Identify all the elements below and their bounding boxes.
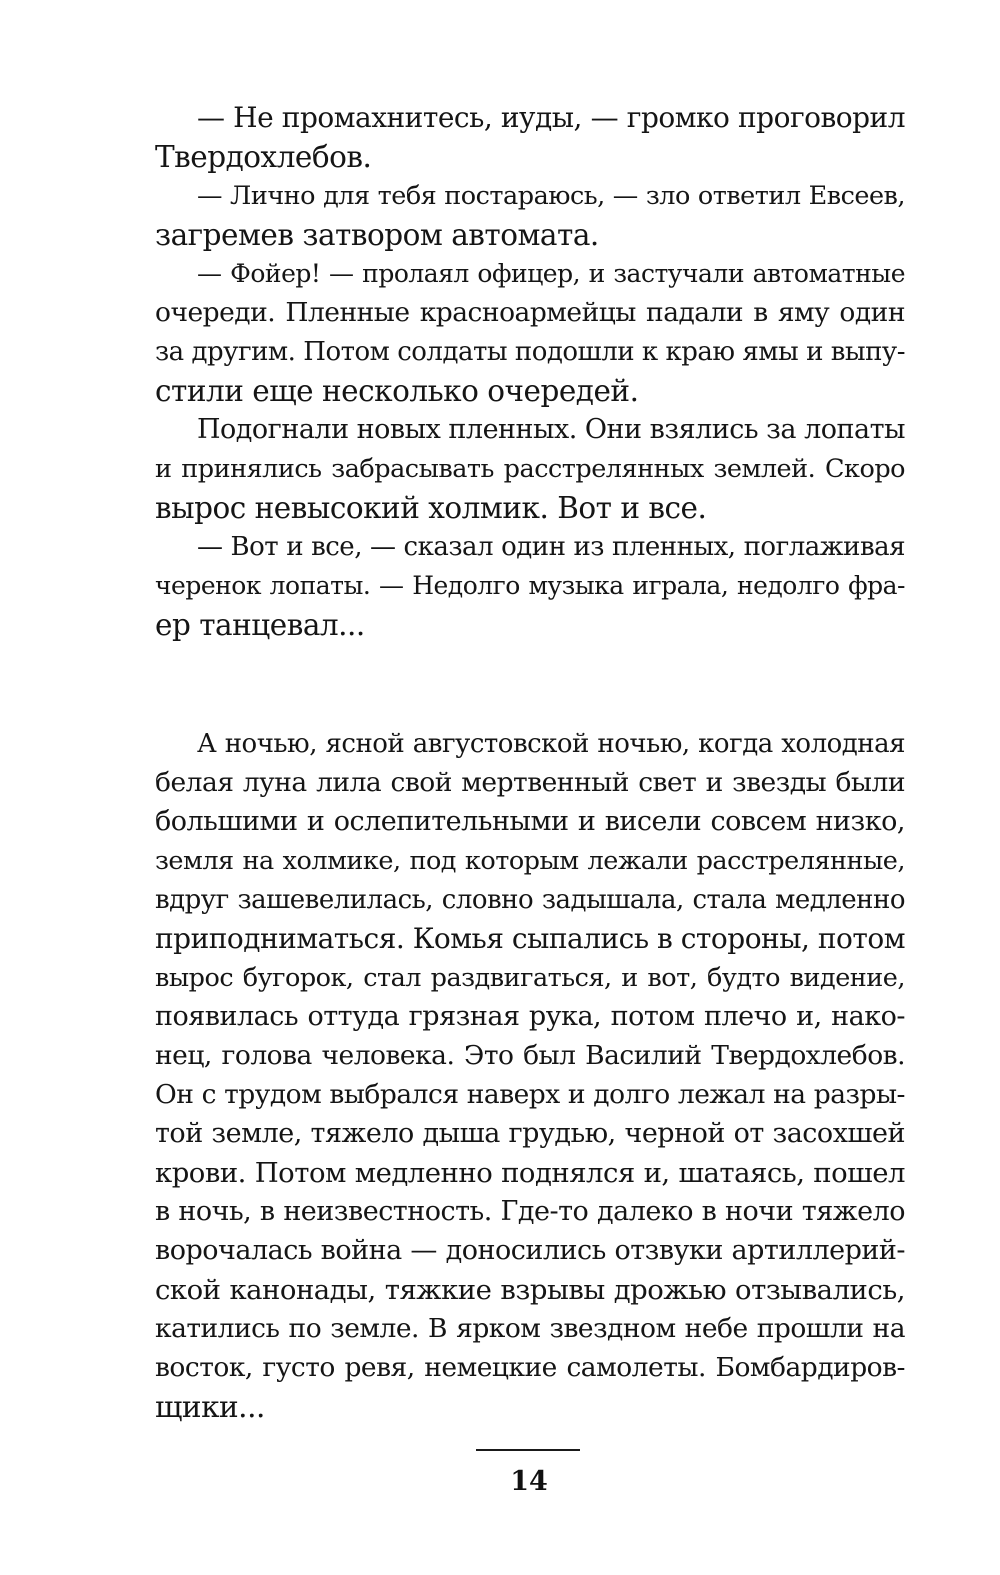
text-line: Подогнали новых пленных. Они взялись за лопаты (197, 414, 905, 445)
text-line: ской канонады, тяжкие взрывы дрожью отзывались, (155, 1274, 905, 1306)
text-line: вдруг зашевелилась, словно задышала, стала медленно (155, 885, 905, 915)
text-line: белая луна лила свой мертвенный свет и звезды были (155, 767, 905, 798)
text-line: Он с трудом выбрался наверх и долго лежал на разры- (155, 1079, 905, 1110)
text-line: — Лично для тебя постараюсь, — зло ответил Евсеев, (197, 181, 905, 211)
text-line: — Вот и все, — сказал один из пленных, поглаживая (197, 532, 905, 562)
text-line: в ночь, в неизвестность. Где-то далеко в ночи тяжело (155, 1196, 905, 1227)
text-line: загремев затвором автомата. (155, 218, 599, 252)
text-line: щики... (155, 1390, 265, 1424)
text-line: катились по земле. В ярком звездном небе прошли на (155, 1313, 905, 1344)
text-line: — Фойер! — пролаял офицер, и застучали автоматные (197, 259, 905, 288)
text-line: А ночью, ясной августовской ночью, когда холодная (197, 729, 905, 759)
text-line: стили еще несколько очередей. (155, 374, 639, 408)
text-line: той земле, тяжело дыша грудью, черной от засохшей (155, 1118, 905, 1149)
text-line: очереди. Пленные красноармейцы падали в яму один (155, 297, 905, 328)
text-line: вырос невысокий холмик. Вот и все. (155, 491, 707, 525)
text-line: Твердохлебов. (155, 140, 372, 174)
text-line: ворочалась война — доносились отзвуки артиллерий- (155, 1235, 905, 1266)
text-line: вырос бугорок, стал раздвигаться, и вот, будто видение, (155, 963, 905, 993)
page-number: 14 (510, 1466, 548, 1497)
text-line: приподниматься. Комья сыпались в стороны, потом (155, 922, 905, 955)
text-line: и принялись забрасывать расстрелянных землей. Скоро (155, 454, 905, 484)
text-line: — Не промахнитесь, иуды, — громко проговорил (197, 101, 905, 134)
text-line: нец, голова человека. Это был Василий Твердохлебов. (155, 1040, 905, 1071)
text-line: крови. Потом медленно поднялся и, шатаясь, пошел (155, 1157, 905, 1189)
text-line: ер танцевал... (155, 608, 365, 642)
text-line: земля на холмике, под которым лежали расстрелянные, (155, 846, 905, 876)
text-line: большими и ослепительными и висели совсем низко, (155, 806, 905, 837)
text-line: появилась оттуда грязная рука, потом плечо и, нако- (155, 1001, 905, 1032)
text-line: восток, густо ревя, немецкие самолеты. Бомбардиров- (155, 1352, 905, 1383)
text-line: за другим. Потом солдаты подошли к краю ямы и выпу- (155, 337, 905, 367)
footer-divider (476, 1449, 580, 1451)
text-line: черенок лопаты. — Недолго музыка играла, недолго фра- (155, 571, 905, 600)
